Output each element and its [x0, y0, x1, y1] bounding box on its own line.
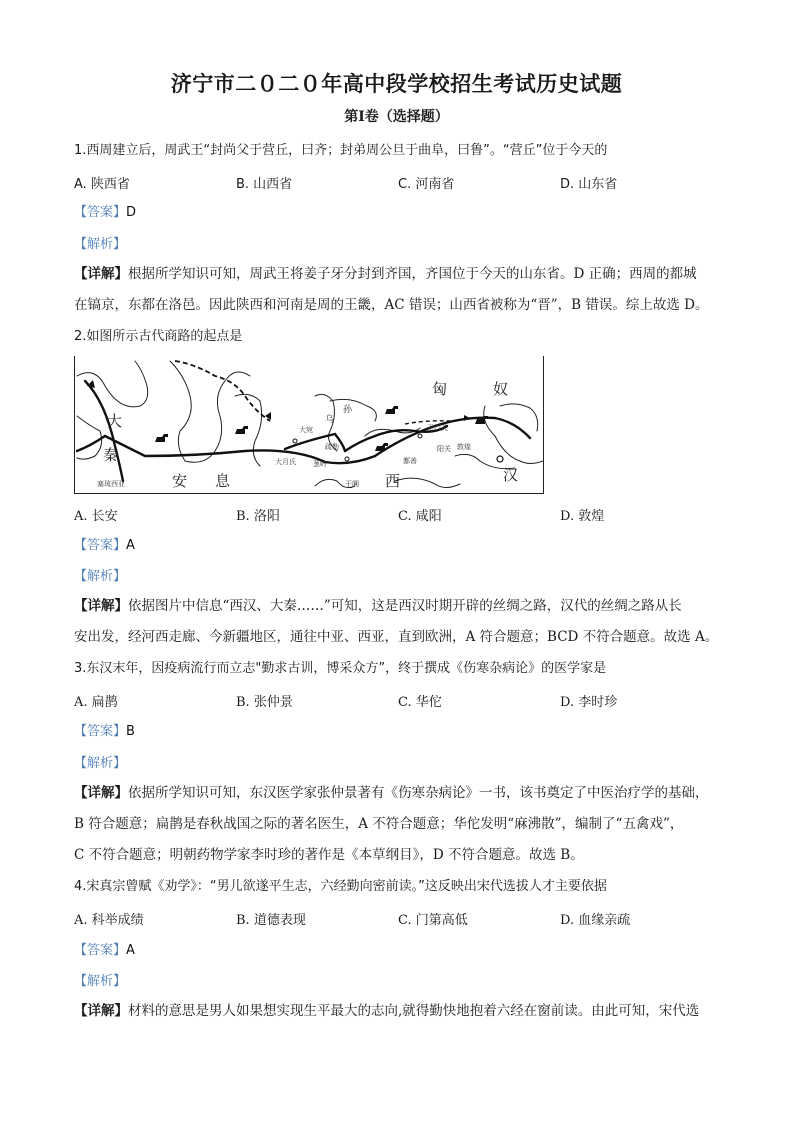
section-title: 第Ⅰ卷（选择题） — [344, 109, 449, 125]
answer-row — [74, 203, 136, 222]
question-4-options — [74, 909, 754, 927]
detail-line: 材料的意思是男人如果想实现生平最大的志向,就得勤快地抱着六经在窗前读。由此可知，宋代选 — [128, 1003, 700, 1019]
analysis-tag: 【解析】 — [74, 756, 127, 771]
question-4-stem: 4.宋真宗曾赋《劝学》：“男儿欲遂平生志，六经勤向密前读。”这反映出宋代选拔人才主要依据 — [74, 879, 607, 894]
option-d: D. 血缘亲疏 — [560, 913, 631, 928]
question-1-stem: 1.西周建立后，周武王“封尚父于营丘，曰齐；封弟周公旦于曲阜，曰鲁”。“营丘”位于今天的 — [74, 143, 608, 158]
analysis-row — [74, 567, 126, 586]
map-place-label: 玉门关 — [427, 424, 448, 432]
analysis-tag: 【解析】 — [74, 569, 127, 584]
option-a: A. 扁鹊 — [74, 695, 118, 710]
analysis-row — [74, 972, 126, 991]
option-b: B. 洛阳 — [236, 509, 280, 524]
answer-tag: 【答案】 — [74, 538, 127, 553]
question-3-options — [74, 691, 754, 709]
map-label: 息 — [215, 472, 231, 490]
detail-line: 依据图片中信息“西汉、大秦……”可知，这是西汉时期开辟的丝绸之路，汉代的丝绸之路从长 — [128, 598, 682, 614]
answer-value: B — [126, 724, 135, 739]
map-label: 大 — [107, 412, 123, 430]
option-c: C. 门第高低 — [398, 913, 468, 928]
answer-value: D — [126, 205, 137, 220]
map-place-label: 孙 — [343, 405, 353, 415]
question-1-options — [74, 173, 754, 191]
map-place-label: 敦煌 — [457, 443, 471, 451]
analysis-row — [74, 235, 126, 254]
detail-line: C 不符合题意；明朝药物学家李时珍的著作是《本草纲目》，D 不符合题意。故选 B。 — [74, 847, 584, 863]
analysis-row — [74, 754, 126, 773]
map-label: 西 — [385, 472, 401, 490]
map-label: 安 — [172, 472, 188, 490]
map-place-label: 塞琉西亚 — [97, 480, 125, 488]
option-c: C. 华佗 — [398, 695, 442, 710]
map-label: 汉 — [503, 466, 519, 484]
option-a: A. 科举成绩 — [74, 913, 144, 928]
map-place-label: 乌 — [325, 415, 335, 425]
option-d: D. 李时珍 — [560, 695, 618, 710]
answer-value: A — [126, 538, 135, 553]
detail-tag: 【详解】 — [74, 785, 128, 801]
answer-tag: 【答案】 — [74, 943, 127, 958]
detail-tag: 【详解】 — [74, 1003, 128, 1019]
option-a: A. 陕西省 — [74, 177, 130, 192]
detail-tag: 【详解】 — [74, 266, 128, 282]
silk-road-map — [74, 356, 544, 494]
answer-tag: 【答案】 — [74, 205, 127, 220]
answer-row — [74, 941, 135, 960]
answer-tag: 【答案】 — [74, 724, 127, 739]
analysis-tag: 【解析】 — [74, 237, 127, 252]
question-4-detail — [74, 996, 724, 1027]
detail-tag: 【详解】 — [74, 598, 128, 614]
option-d: D. 敦煌 — [560, 509, 605, 524]
option-b: B. 山西省 — [236, 177, 293, 192]
map-place-label: 鄯善 — [403, 457, 417, 465]
question-3-stem: 3.东汉末年，因疫病流行而立志"勤求古训，博采众方”，终于撰成《伤寒杂病论》的医学家是 — [74, 661, 607, 676]
option-d: D. 山东省 — [560, 177, 618, 192]
map-label: 秦 — [103, 446, 119, 464]
map-place-label: 大宛 — [299, 426, 313, 434]
question-3-detail — [74, 778, 724, 871]
option-c: C. 河南省 — [398, 177, 455, 192]
detail-line: 依据所学知识可知，东汉医学家张仲景著有《伤寒杂病论》一书，该书奠定了中医治疗学的基础， — [128, 785, 709, 801]
map-place-label: 于阗 — [345, 480, 359, 488]
map-place-label: 大月氏 — [275, 458, 296, 466]
question-2-detail — [74, 591, 724, 653]
analysis-tag: 【解析】 — [74, 974, 127, 989]
question-2-options — [74, 505, 754, 523]
answer-row — [74, 722, 135, 741]
detail-line: 安出发，经河西走廊、今新疆地区，通往中亚、西亚，直到欧洲，A 符合题意；BCD 不符合题意。故选 A。 — [74, 629, 719, 645]
detail-line: 在镐京，东都在洛邑。因此陕西和河南是周的王畿，AC 错误；山西省被称为“晋”，B 错误。综上故选 D。 — [74, 297, 709, 313]
detail-line: 根据所学知识可知，周武王将姜子牙分封到齐国，齐国位于今天的山东省。D 正确；西周的都城 — [128, 266, 697, 282]
question-1-detail — [74, 259, 724, 321]
option-a: A. 长安 — [74, 509, 118, 524]
option-c: C. 咸阳 — [398, 509, 442, 524]
map-label: 匈 — [432, 380, 448, 398]
option-b: B. 张仲景 — [236, 695, 293, 710]
exam-title: 济宁市二０二０年高中段学校招生考试历史试题 — [170, 71, 623, 96]
answer-value: A — [126, 943, 135, 958]
map-label: 奴 — [493, 380, 509, 398]
map-place-label: 阳关 — [437, 445, 451, 453]
option-b: B. 道德表现 — [236, 913, 306, 928]
question-2-stem: 2.如图所示古代商路的起点是 — [74, 329, 243, 344]
detail-line: B 符合题意；扁鹊是春秋战国之际的著名医生，A 不符合题意；华佗发明“麻沸散”，编制了“五禽戏”， — [74, 816, 684, 832]
map-place-label: 疏勒 — [325, 443, 339, 451]
answer-row — [74, 536, 135, 555]
map-place-label: 葱岭 — [313, 460, 327, 468]
